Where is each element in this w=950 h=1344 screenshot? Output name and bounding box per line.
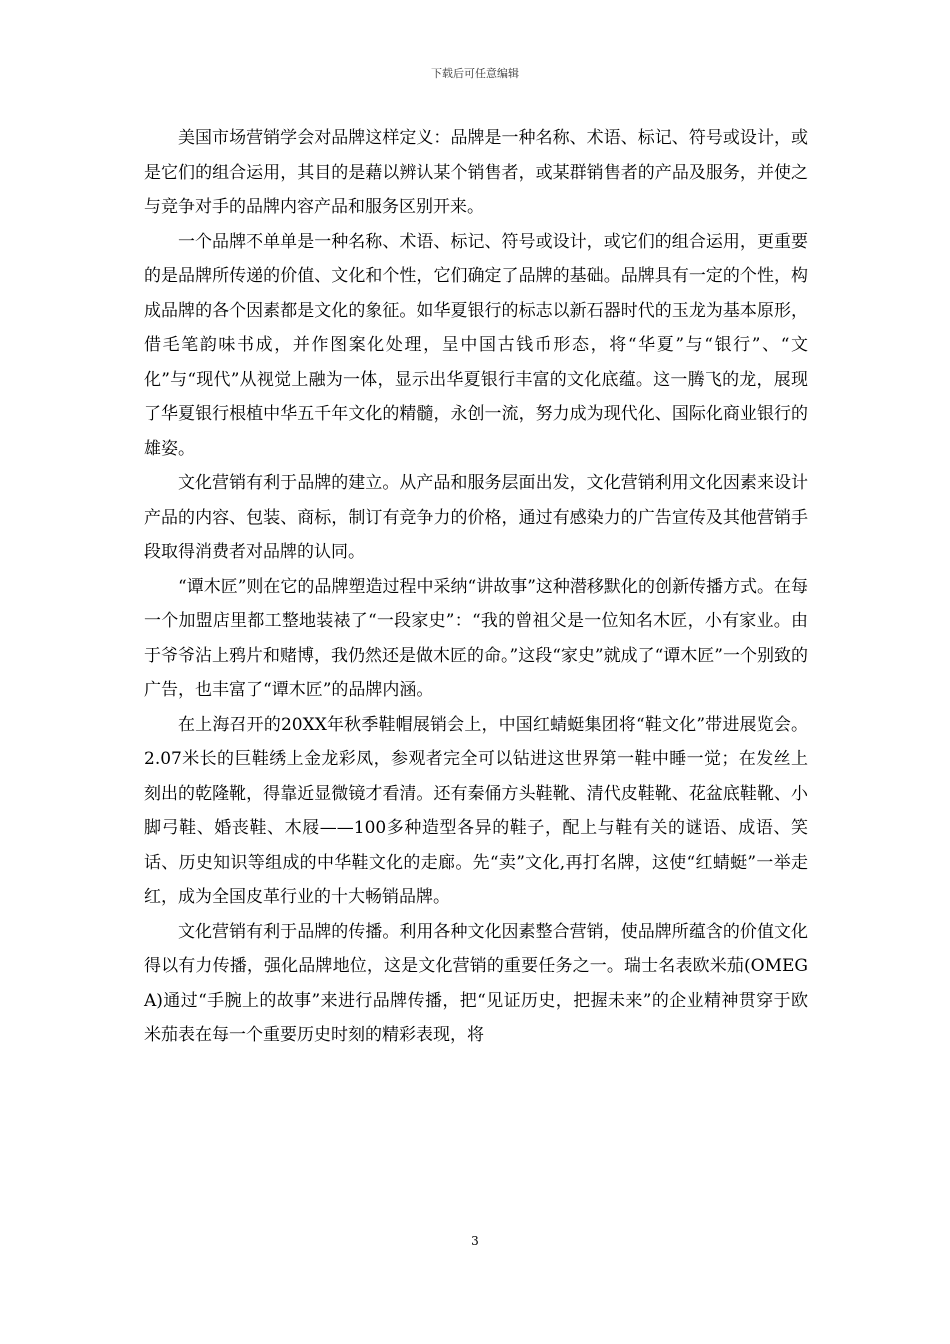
paragraph-brand-building: 文化营销有利于品牌的建立。从产品和服务层面出发，文化营销利用文化因素来设计产品的内容、包装、商标，制订有竞争力的价格，通过有感染力的广告宣传及其他营销手段取得消费者对品牌的认同。 [144, 473, 808, 562]
paragraph-brand-communication: 文化营销有利于品牌的传播。利用各种文化因素整合营销，使品牌所蕴含的价值文化得以有力传播，强化品牌地位，这是文化营销的重要任务之一。瑞士名表欧米茄(OMEGA)通过“手腕上的故事”来进行品牌传播，把“见证历史，把握未来”的企业精神贯穿于欧米茄表在每一个重要历史时刻的精彩表现，将 [144, 921, 808, 1045]
paragraph-brand-definition: 美国市场营销学会对品牌这样定义：品牌是一种名称、术语、标记、符号或设计，或是它们的组合运用，其目的是藉以辨认某个销售者，或某群销售者的产品及服务，并使之与竞争对手的品牌内容产品和服务区别开来。 [144, 128, 808, 217]
document-body [144, 121, 808, 1053]
paragraph-tan-mujiang: “谭木匠”则在它的品牌塑造过程中采纳“讲故事”这种潜移默化的创新传播方式。在每一个加盟店里都工整地装裱了“一段家史”：“我的曾祖父是一位知名木匠，小有家业。由于爷爷沾上鸦片和赌博，我仍然还是做木匠的命。”这段“家史”就成了“谭木匠”一个别致的广告，也丰富了“谭木匠”的品牌内涵。 [144, 576, 808, 700]
page-header-note: 下载后可任意编辑 [431, 67, 519, 80]
page-number: 3 [471, 1234, 479, 1248]
paragraph-red-dragonfly: 在上海召开的20XX年秋季鞋帽展销会上，中国红蜻蜓集团将“鞋文化”带进展览会。2.07米长的巨鞋绣上金龙彩凤，参观者完全可以钻进这世界第一鞋中睡一觉；在发丝上刻出的乾隆靴，得靠近显微镜才看清。还有秦俑方头鞋靴、清代皮鞋靴、花盆底鞋靴、小脚弓鞋、婚丧鞋、木屐——100多种造型各异的鞋子，配上与鞋有关的谜语、成语、笑话、历史知识等组成的中华鞋文化的走廊。先“卖”文化,再打名牌，这使“红蜻蜓”一举走红，成为全国皮革行业的十大畅销品牌。 [144, 714, 808, 907]
paragraph-brand-culture: 一个品牌不单单是一种名称、术语、标记、符号或设计，或它们的组合运用，更重要的是品牌所传递的价值、文化和个性，它们确定了品牌的基础。品牌具有一定的个性，构成品牌的各个因素都是文化的象征。如华夏银行的标志以新石器时代的玉龙为基本原形，借毛笔韵味书成，并作图案化处理，呈中国古钱币形态，将“华夏”与“银行”、“文化”与“现代”从视觉上融为一体，显示出华夏银行丰富的文化底蕴。这一腾飞的龙，展现了华夏银行根植中华五千年文化的精髓，永创一流，努力成为现代化、国际化商业银行的雄姿。 [144, 231, 808, 459]
